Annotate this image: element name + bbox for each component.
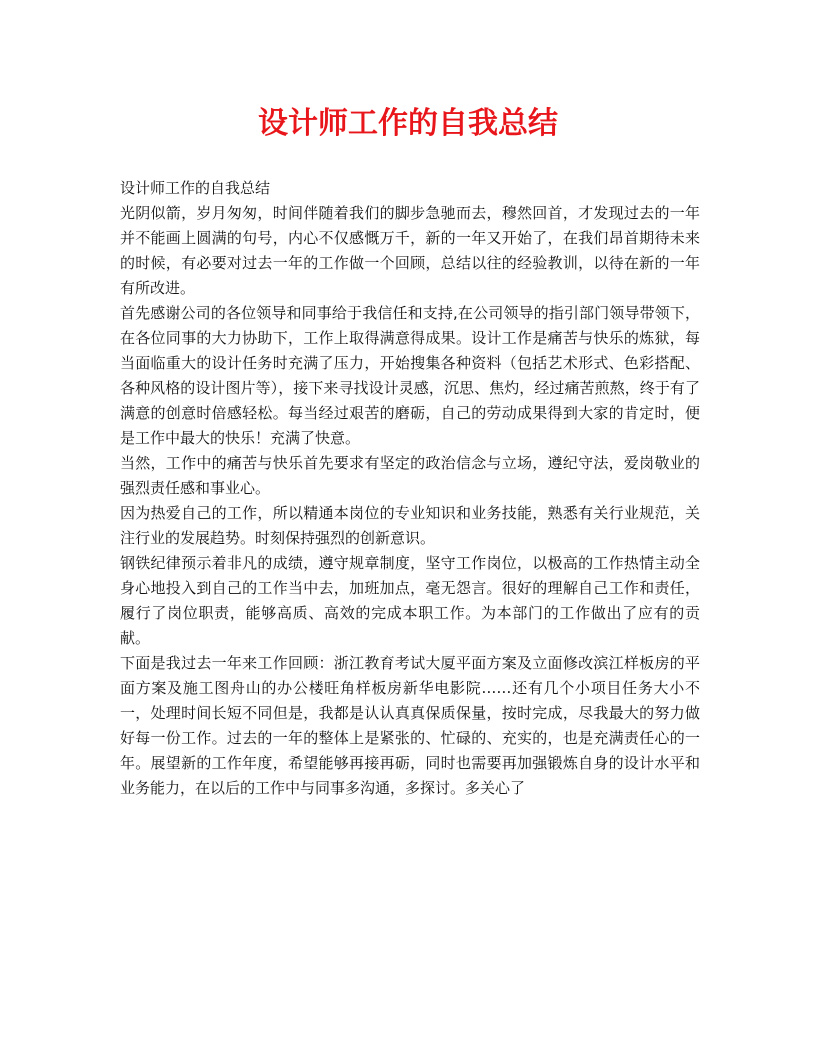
paragraph-discipline: 钢铁纪律预示着非凡的成绩，遵守规章制度，坚守工作岗位，以极高的工作热情主动全身心地投入到自己的工作当中去，加班加点，毫无怨言。很好的理解自己工作和责任，履行了岗位职责，能够高质、高效的完成本职工作。为本部门的工作做出了应有的贡献。 (120, 554, 700, 647)
paragraph-responsibility: 当然，工作中的痛苦与快乐首先要求有坚定的政治信念与立场，遵纪守法，爱岗敬业的强烈责任感和事业心。 (120, 454, 700, 497)
paragraph-thanks: 首先感谢公司的各位领导和同事给于我信任和支持,在公司领导的指引部门领导带领下，在各位同事的大力协助下，工作上取得满意得成果。设计工作是痛苦与快乐的炼狱，每当面临重大的设计任务时充满了压力，开始搜集各种资料（包括艺术形式、色彩搭配、各种风格的设计图片等），接下来寻找设计灵感，沉思、焦灼，经过痛苦煎熬，终于有了满意的创意时倍感轻松。每当经过艰苦的磨砺，自己的劳动成果得到大家的肯定时，便是工作中最大的快乐！充满了快意。 (120, 304, 700, 447)
document-title: 设计师工作的自我总结 (258, 106, 558, 141)
document-subtitle: 设计师工作的自我总结 (120, 179, 271, 197)
paragraph-review: 下面是我过去一年来工作回顾：浙江教育考试大厦平面方案及立面修改滨江样板房的平面方案及施工图舟山的办公楼旺角样板房新华电影院……还有几个小项目任务大小不一，处理时间长短不同但是，我都是认认真真保质保量，按时完成，尽我最大的努力做好每一份工作。过去的一年的整体上是紧张的、忙碌的、充实的，也是充满责任心的一年。展望新的工作年度，希望能够再接再砺，同时也需要再加强锻炼自身的设计水平和业务能力，在以后的工作中与同事多沟通，多探讨。多关心了 (120, 654, 700, 797)
paragraph-expertise: 因为热爱自己的工作，所以精通本岗位的专业知识和业务技能，熟悉有关行业规范，关注行业的发展趋势。时刻保持强烈的创新意识。 (120, 504, 700, 547)
document-body (120, 176, 700, 801)
paragraph-intro: 光阴似箭，岁月匆匆，时间伴随着我们的脚步急驰而去，穆然回首，才发现过去的一年并不能画上圆满的句号，内心不仅感慨万千，新的一年又开始了，在我们昂首期待未来的时候，有必要对过去一年的工作做一个回顾，总结以往的经验教训，以待在新的一年有所改进。 (120, 204, 700, 297)
